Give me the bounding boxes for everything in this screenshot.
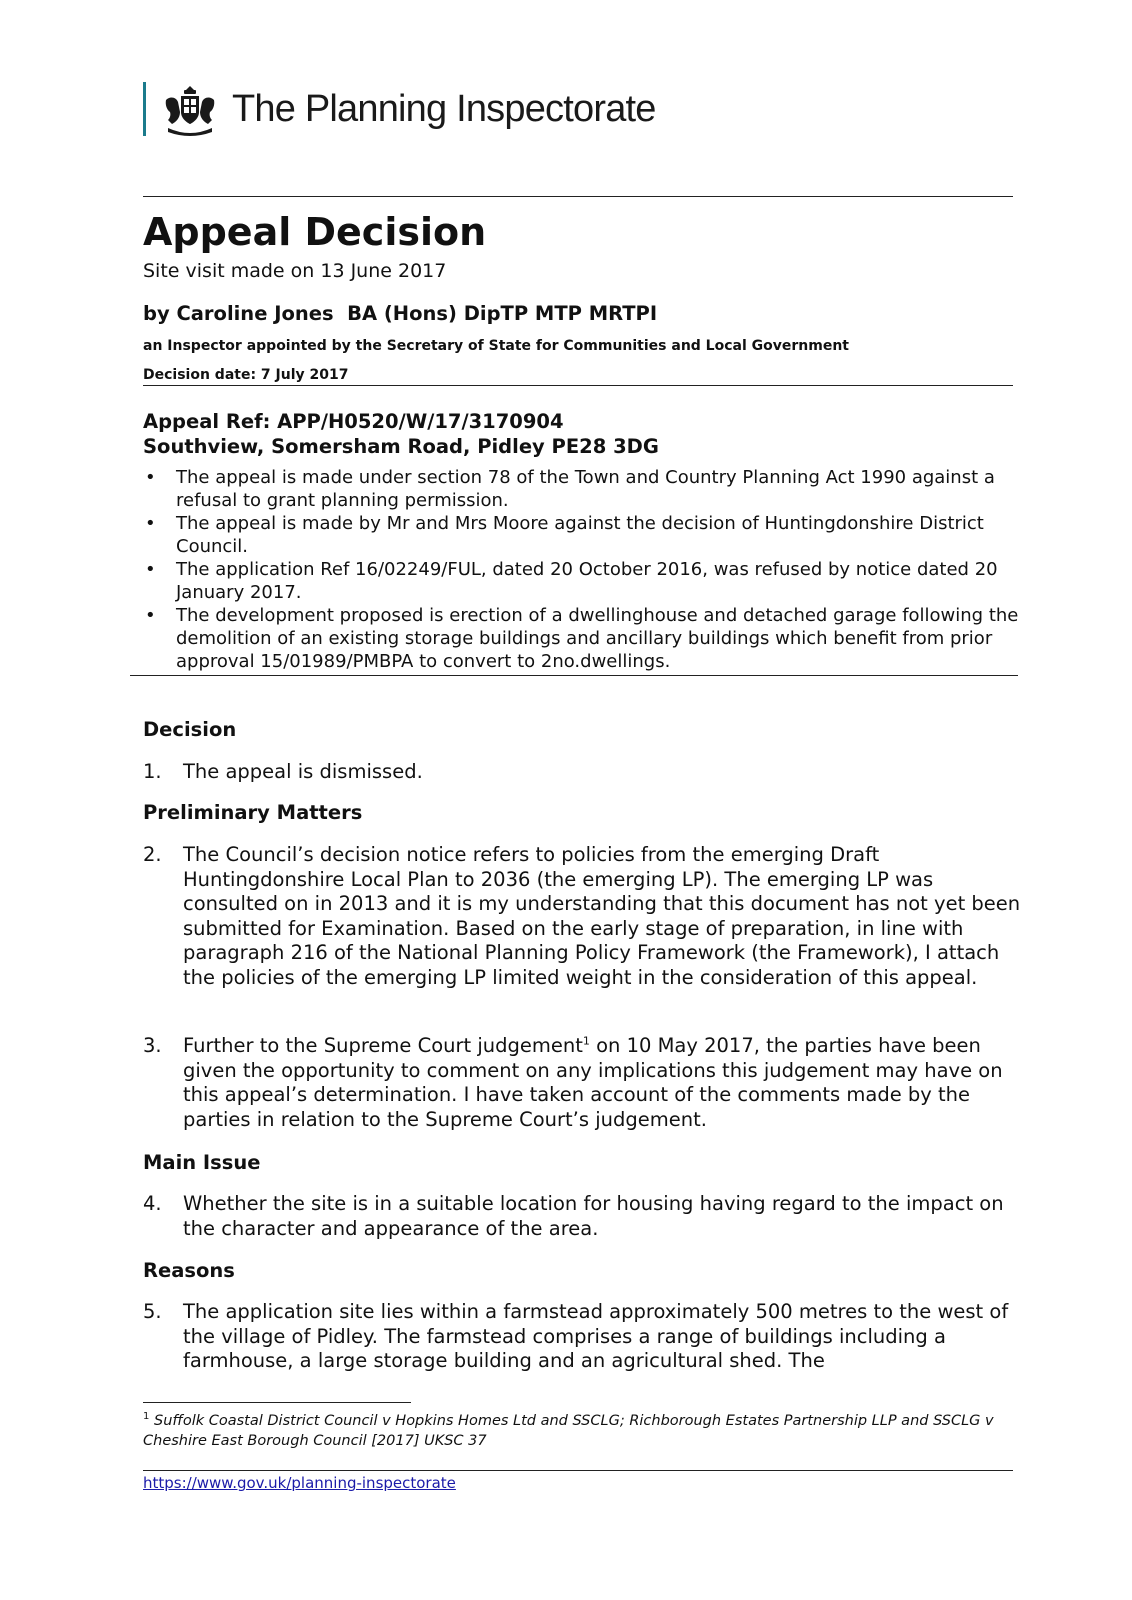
inspector-appointment: an Inspector appointed by the Secretary of State for Communities and Local Government [143,338,849,354]
paragraph-number: 4. [143,1192,162,1215]
paragraph-number: 1. [143,760,162,783]
paragraph-text: The appeal is dismissed. [183,760,423,783]
footer-website-link[interactable]: https://www.gov.uk/planning-inspectorate [143,1474,456,1492]
footnote-number: 1 [143,1411,150,1423]
decision-date: Decision date: 7 July 2017 [143,367,349,383]
divider [143,385,1013,386]
organisation-name: The Planning Inspectorate [232,88,656,130]
bullet-icon: • [145,467,156,488]
paragraph-text: The application site lies within a farmstead approximately 500 metres to the west of the village of Pidley. The farmstead comprises a range of buildings including a farmhouse, a large storage building and an agricultural shed. The [183,1300,1009,1373]
appeal-details-list [143,466,1023,673]
bullet-icon: • [145,605,156,626]
section-heading-decision: Decision [143,718,237,741]
paragraph-number: 3. [143,1034,162,1057]
list-item: • The appeal is made by Mr and Mrs Moore against the decision of Huntingdonshire District Council. [145,513,984,557]
section-heading-preliminary: Preliminary Matters [143,801,363,824]
list-item: • The development proposed is erection of a dwellinghouse and detached garage following the demolition of an existing storage buildings and ancillary buildings which benefit from prior approval 15/01989/PMBPA to convert to 2no.dwellings. [145,605,1019,672]
appeal-reference: Appeal Ref: APP/H0520/W/17/3170904 [143,410,564,433]
paragraph-1 [143,760,1028,785]
footer-divider [143,1470,1013,1471]
inspector-name: by Caroline Jones BA (Hons) DipTP MTP MRTPI [143,302,658,325]
paragraph-number: 5. [143,1300,162,1323]
bullet-icon: • [145,559,156,580]
list-item: • The application Ref 16/02249/FUL, dated 20 October 2016, was refused by notice dated 20 January 2017. [145,559,998,603]
paragraph-3 [143,1034,1028,1132]
list-item: • The appeal is made under section 78 of the Town and Country Planning Act 1990 against a refusal to grant planning permission. [145,467,995,511]
footnote-separator [143,1402,411,1403]
site-address: Southview, Somersham Road, Pidley PE28 3DG [143,435,659,458]
section-heading-main-issue: Main Issue [143,1151,261,1174]
paragraph-number: 2. [143,843,162,866]
paragraph-5 [143,1300,1028,1374]
paragraph-4 [143,1192,1028,1241]
section-heading-reasons: Reasons [143,1259,235,1282]
footnote-text: Suffolk Coastal District Council v Hopkins Homes Ltd and SSCLG; Richborough Estates Partnership LLP and SSCLG v Cheshire East Borough Council [2017] UKSC 37 [143,1413,994,1449]
bullet-icon: • [145,513,156,534]
footnote [143,1412,1003,1451]
paragraph-text: Further to the Supreme Court judgement$^1$ on 10 May 2017, the parties have been given the opportunity to comment on any implications this judgement may have on this appeal’s determination. I have taken account of the comments made by the parties in relation to the Supreme Court’s judgement. [183,1034,1003,1131]
logo-accent-bar [143,82,146,136]
footnote-reference: 1 [582,1034,590,1048]
divider [143,196,1013,197]
paragraph-2 [143,843,1028,991]
site-visit-date: Site visit made on 13 June 2017 [143,260,447,282]
paragraph-text: Whether the site is in a suitable location for housing having regard to the impact on the character and appearance of the area. [183,1192,1004,1240]
divider [130,675,1018,676]
page-title: Appeal Decision [143,210,487,254]
paragraph-text: The Council’s decision notice refers to policies from the emerging Draft Huntingdonshire Local Plan to 2036 (the emerging LP). The emerging LP was consulted on in 2013 and it is my understanding that this document has not yet been submitted for Examination. Based on the early stage of preparation, in line with paragraph 216 of the National Planning Policy Framework (the Framework), I attach the policies of the emerging LP limited weight in the consideration of this appeal. [183,843,1021,989]
royal-crest-icon [160,82,220,138]
